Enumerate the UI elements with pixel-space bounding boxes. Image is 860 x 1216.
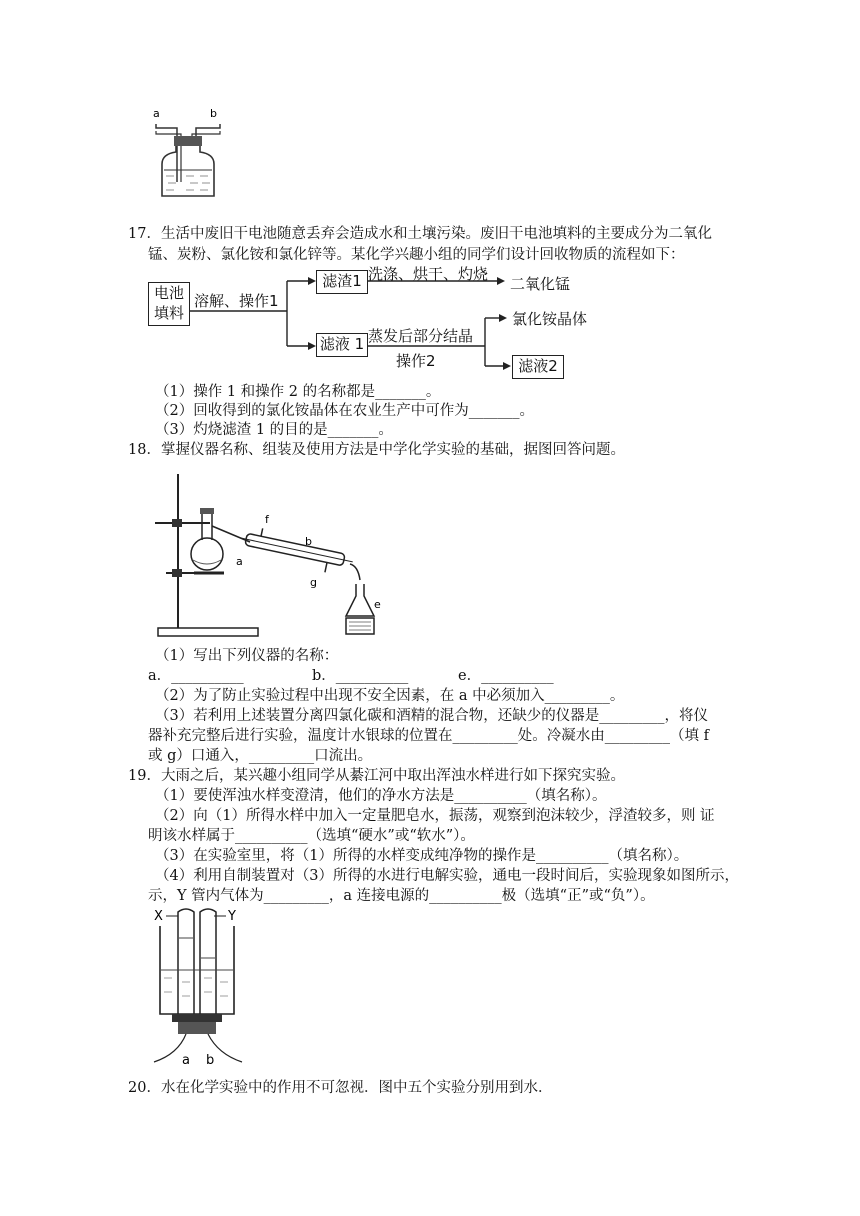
flow-product2-label: 氯化铵晶体 [512, 310, 588, 328]
flow-filtrate-box: 滤液 1 [316, 333, 368, 357]
apparatus-label-e: e [374, 598, 381, 611]
flow-start-line2: 填料 [153, 304, 184, 322]
q19-sub1: （1）要使浑浊水样变澄清，他们的净水方法是__________（填名称）。 [155, 788, 607, 804]
electrolysis-label-x: X [154, 909, 163, 924]
flow-filtrate2-box: 滤液2 [512, 355, 564, 379]
q17-sub2: （2）回收得到的氯化铵晶体在农业生产中可作为_______。 [155, 403, 534, 419]
flow-product1-label: 二氧化锰 [510, 275, 571, 293]
q18-sub3-line3: 或 g）口通入，_________口流出。 [148, 748, 373, 764]
q18-sub1: （1）写出下列仪器的名称： [155, 648, 339, 664]
flow-residue-box: 滤渣1 [316, 270, 368, 294]
electrolysis-apparatus-figure [148, 904, 258, 1074]
electrolysis-label-b: b [206, 1053, 215, 1068]
apparatus-label-f: f [265, 513, 269, 526]
distillation-apparatus-figure [150, 468, 390, 643]
q19-text-line1: 19．大雨之后，某兴趣小组同学从綦江河中取出浑浊水样进行如下探究实验。 [128, 768, 625, 784]
q19-sub2-line2: 明该水样属于__________（选填“硬水”或“软水”）。 [148, 828, 475, 844]
flow-filtrate-step-label: 蒸发后部分结晶 [368, 327, 474, 345]
electrolysis-label-a: a [182, 1053, 190, 1068]
q18-blank-a: a．__________ [148, 668, 244, 684]
q19-sub4-line2: 示，Y 管内气体为_________，a 连接电源的__________极（选填“正”或“负”）。 [148, 888, 655, 904]
q18-sub2: （2）为了防止实验过程中出现不安全因素，在 a 中必须加入_________。 [155, 688, 625, 704]
q19-sub2-line1: （2）向（1）所得水样中加入一定量肥皂水，振荡，观察到泡沫较少，浮渣较多，则 证 [155, 808, 715, 824]
q18-sub3-line2: 器补充完整后进行实验，温度计水银球的位置在_________处。冷凝水由_________（填 f [148, 728, 709, 744]
apparatus-label-a: a [236, 555, 243, 568]
q17-sub1: （1）操作 1 和操作 2 的名称都是_______。 [155, 384, 441, 400]
q20-text-line1: 20．水在化学实验中的作用不可忽视．图中五个实验分别用到水． [128, 1080, 553, 1096]
q19-sub3: （3）在实验室里，将（1）所得的水样变成纯净物的操作是__________（填名称）。 [155, 848, 689, 864]
q17-sub3: （3）灼烧滤渣 1 的目的是_______。 [155, 422, 393, 438]
q19-sub4-line1: （4）利用自制装置对（3）所得的水进行电解实验，通电一段时间后，实验现象如图所示， [155, 868, 739, 884]
apparatus-label-g: g [310, 576, 317, 589]
bottle-label-b: b [210, 107, 217, 120]
flow-step1-label: 溶解、操作1 [194, 292, 279, 310]
q17-text-line2: 锰、炭粉、氯化铵和氯化锌等。某化学兴趣小组的同学们设计回收物质的流程如下： [148, 247, 685, 263]
electrolysis-label-y: Y [228, 909, 236, 924]
q17-text-line1: 17．生活中废旧干电池随意丢弃会造成水和土壤污染。废旧干电池填料的主要成分为二氧化 [128, 226, 712, 242]
q18-text-line1: 18．掌握仪器名称、组装及使用方法是中学化学实验的基础，据图回答问题。 [128, 442, 625, 458]
flow-op2-label: 操作2 [396, 352, 436, 370]
flow-start-line1: 电池 [153, 284, 184, 302]
bottle-label-a: a [153, 107, 160, 120]
flow-start-box [148, 282, 190, 326]
flow-residue-step-label: 洗涤、烘干、灼烧 [368, 265, 489, 283]
apparatus-label-b: b [305, 535, 312, 548]
q18-blank-e: e．__________ [458, 668, 554, 684]
q18-sub3-line1: （3）若利用上述装置分离四氯化碳和酒精的混合物，还缺少的仪器是_________，将仪 [155, 708, 708, 724]
q18-blank-b: b．__________ [312, 668, 409, 684]
gas-washing-bottle-figure [140, 100, 240, 200]
